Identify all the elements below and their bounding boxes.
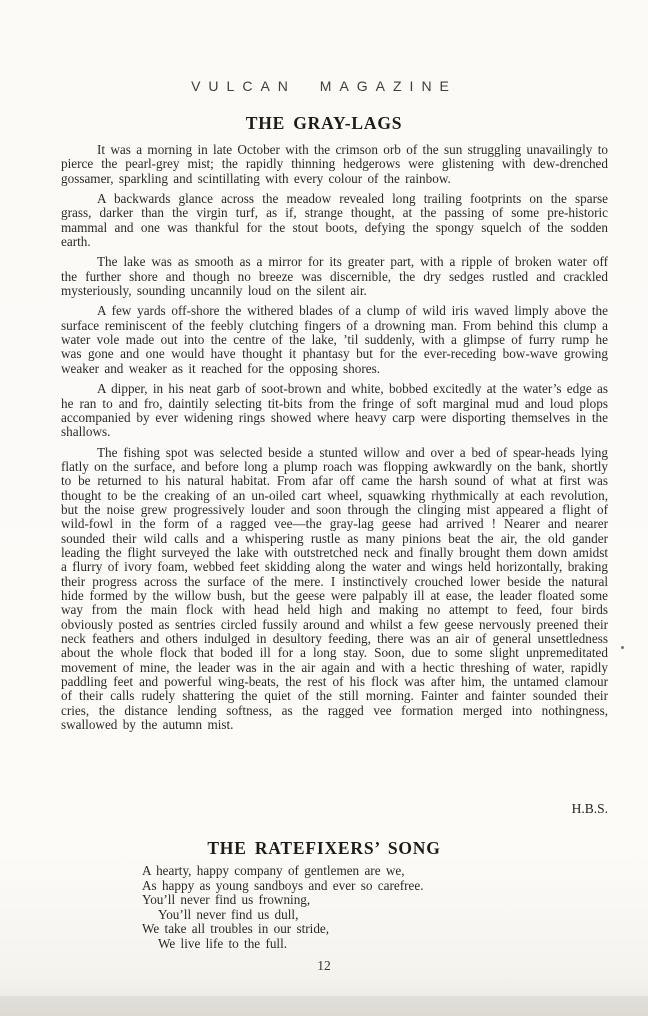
poem-line: You’ll never find us dull, — [158, 906, 299, 922]
article-title: THE GRAY-LAGS — [245, 113, 403, 133]
poem — [142, 864, 424, 952]
masthead-title: VULCAN MAGAZINE — [191, 78, 457, 94]
article-paragraph: A few yards off-shore the withered blades of a clump of wild iris waved limply above the surface reminiscent of the feebly clutching fingers of a drowning man. From behind this clump a water vole made out into the centre of the lake, ’til suddenly, with a glimpse of furry rump he was gone and one would have thought it phantasy but for the ever-receding bow-wave growing weaker and weaker as it reached for the opposing shores. — [61, 303, 608, 376]
poem-line: We take all troubles in our stride, — [142, 921, 330, 937]
article-paragraph: A backwards glance across the meadow revealed long trailing footprints on the sparse grass, darker than the virgin turf, as if, strange thought, at the passing of some pre-historic mammal and one was thankful for the stout boots, defying the spongy squelch of the sodden earth. — [61, 191, 608, 250]
author-initials: H.B.S. — [571, 801, 608, 816]
article-paragraph: The lake was as smooth as a mirror for its greater part, with a ripple of broken water off the further shore and though no breeze was discernible, the dry sedges rustled and crackled mysteriously, sounding uncannily loud on the silent air. — [61, 254, 608, 299]
article-paragraph: It was a morning in late October with the crimson orb of the sun struggling unavailingly to pierce the pearl-grey mist; the rapidly thinning hedgerows were glistening with dew-drenched gossamer, sparkling and scintillating with every colour of the rainbow. — [61, 142, 608, 186]
bottom-scan-shade — [0, 996, 648, 1016]
article-body — [61, 143, 608, 738]
page-number: 12 — [317, 958, 331, 973]
poem-line: As happy as young sandboys and ever so carefree. — [142, 877, 424, 893]
scan-speck — [621, 646, 624, 649]
poem-line: We live life to the full. — [158, 935, 288, 951]
poem-line: You’ll never find us frowning, — [142, 892, 311, 908]
song-title: THE RATEFIXERS’ SONG — [207, 838, 441, 858]
poem-line: A hearty, happy company of gentlemen are we, — [142, 863, 405, 878]
article-paragraph: A dipper, in his neat garb of soot-brown and white, bobbed excitedly at the water’s edge as he ran to and fro, daintily selecting tit-bits from the fringe of soft marginal mud and loud plops accompanied by ever widening rings showed where heavy carp were disporting themselves in the shallows. — [61, 381, 608, 440]
article-paragraph: The fishing spot was selected beside a stunted willow and over a bed of spear-heads lying flatly on the surface, and before long a plump roach was flopping awkwardly on the bank, shortly to be returned to his natural habitat. From afar off came the harsh sound of what at first was thought to be the creaking of an un-oiled cart wheel, squawking rhythmically at each revolution, but the noise grew progressively louder and soon through the clinging mist appeared a flight of wild-fowl in the form of a ragged vee—the gray-lag geese had arrived ! Nearer and nearer sounded their wild calls and a whispering rustle as many pinions beat the air, the old gander leading the flight surveyed the lake with outstretched neck and finally brought them down amidst a flurry of ivory foam, webbed feet skidding along the water and wings held horizontally, braking their progress across the surface of the mere. I instinctively crouched lower beside the natural hide formed by the willow bush, but the geese were palpably ill at ease, the leader floated some way from the main flock with head held high and making no attempt to feed, four birds obviously posted as sentries circled fussily around and whilst a few geese nervously preened their neck feathers and others indulged in desultory feeding, there was an air of general unsettledness about the whole flock that boded ill for a long stay. Soon, due to some slight unpremeditated movement of mine, the leader was in the air again and with a hectic threshing of water, rapidly paddling feet and powerful wing-beats, the rest of his flock was after him, the untamed clamour of their calls rudely shattering the quiet of the still morning. Fainter and fainter sounded their cries, the distance lending softness, as the ragged vee formation merged into nothingness, swallowed by the autumn mist. — [61, 444, 608, 733]
